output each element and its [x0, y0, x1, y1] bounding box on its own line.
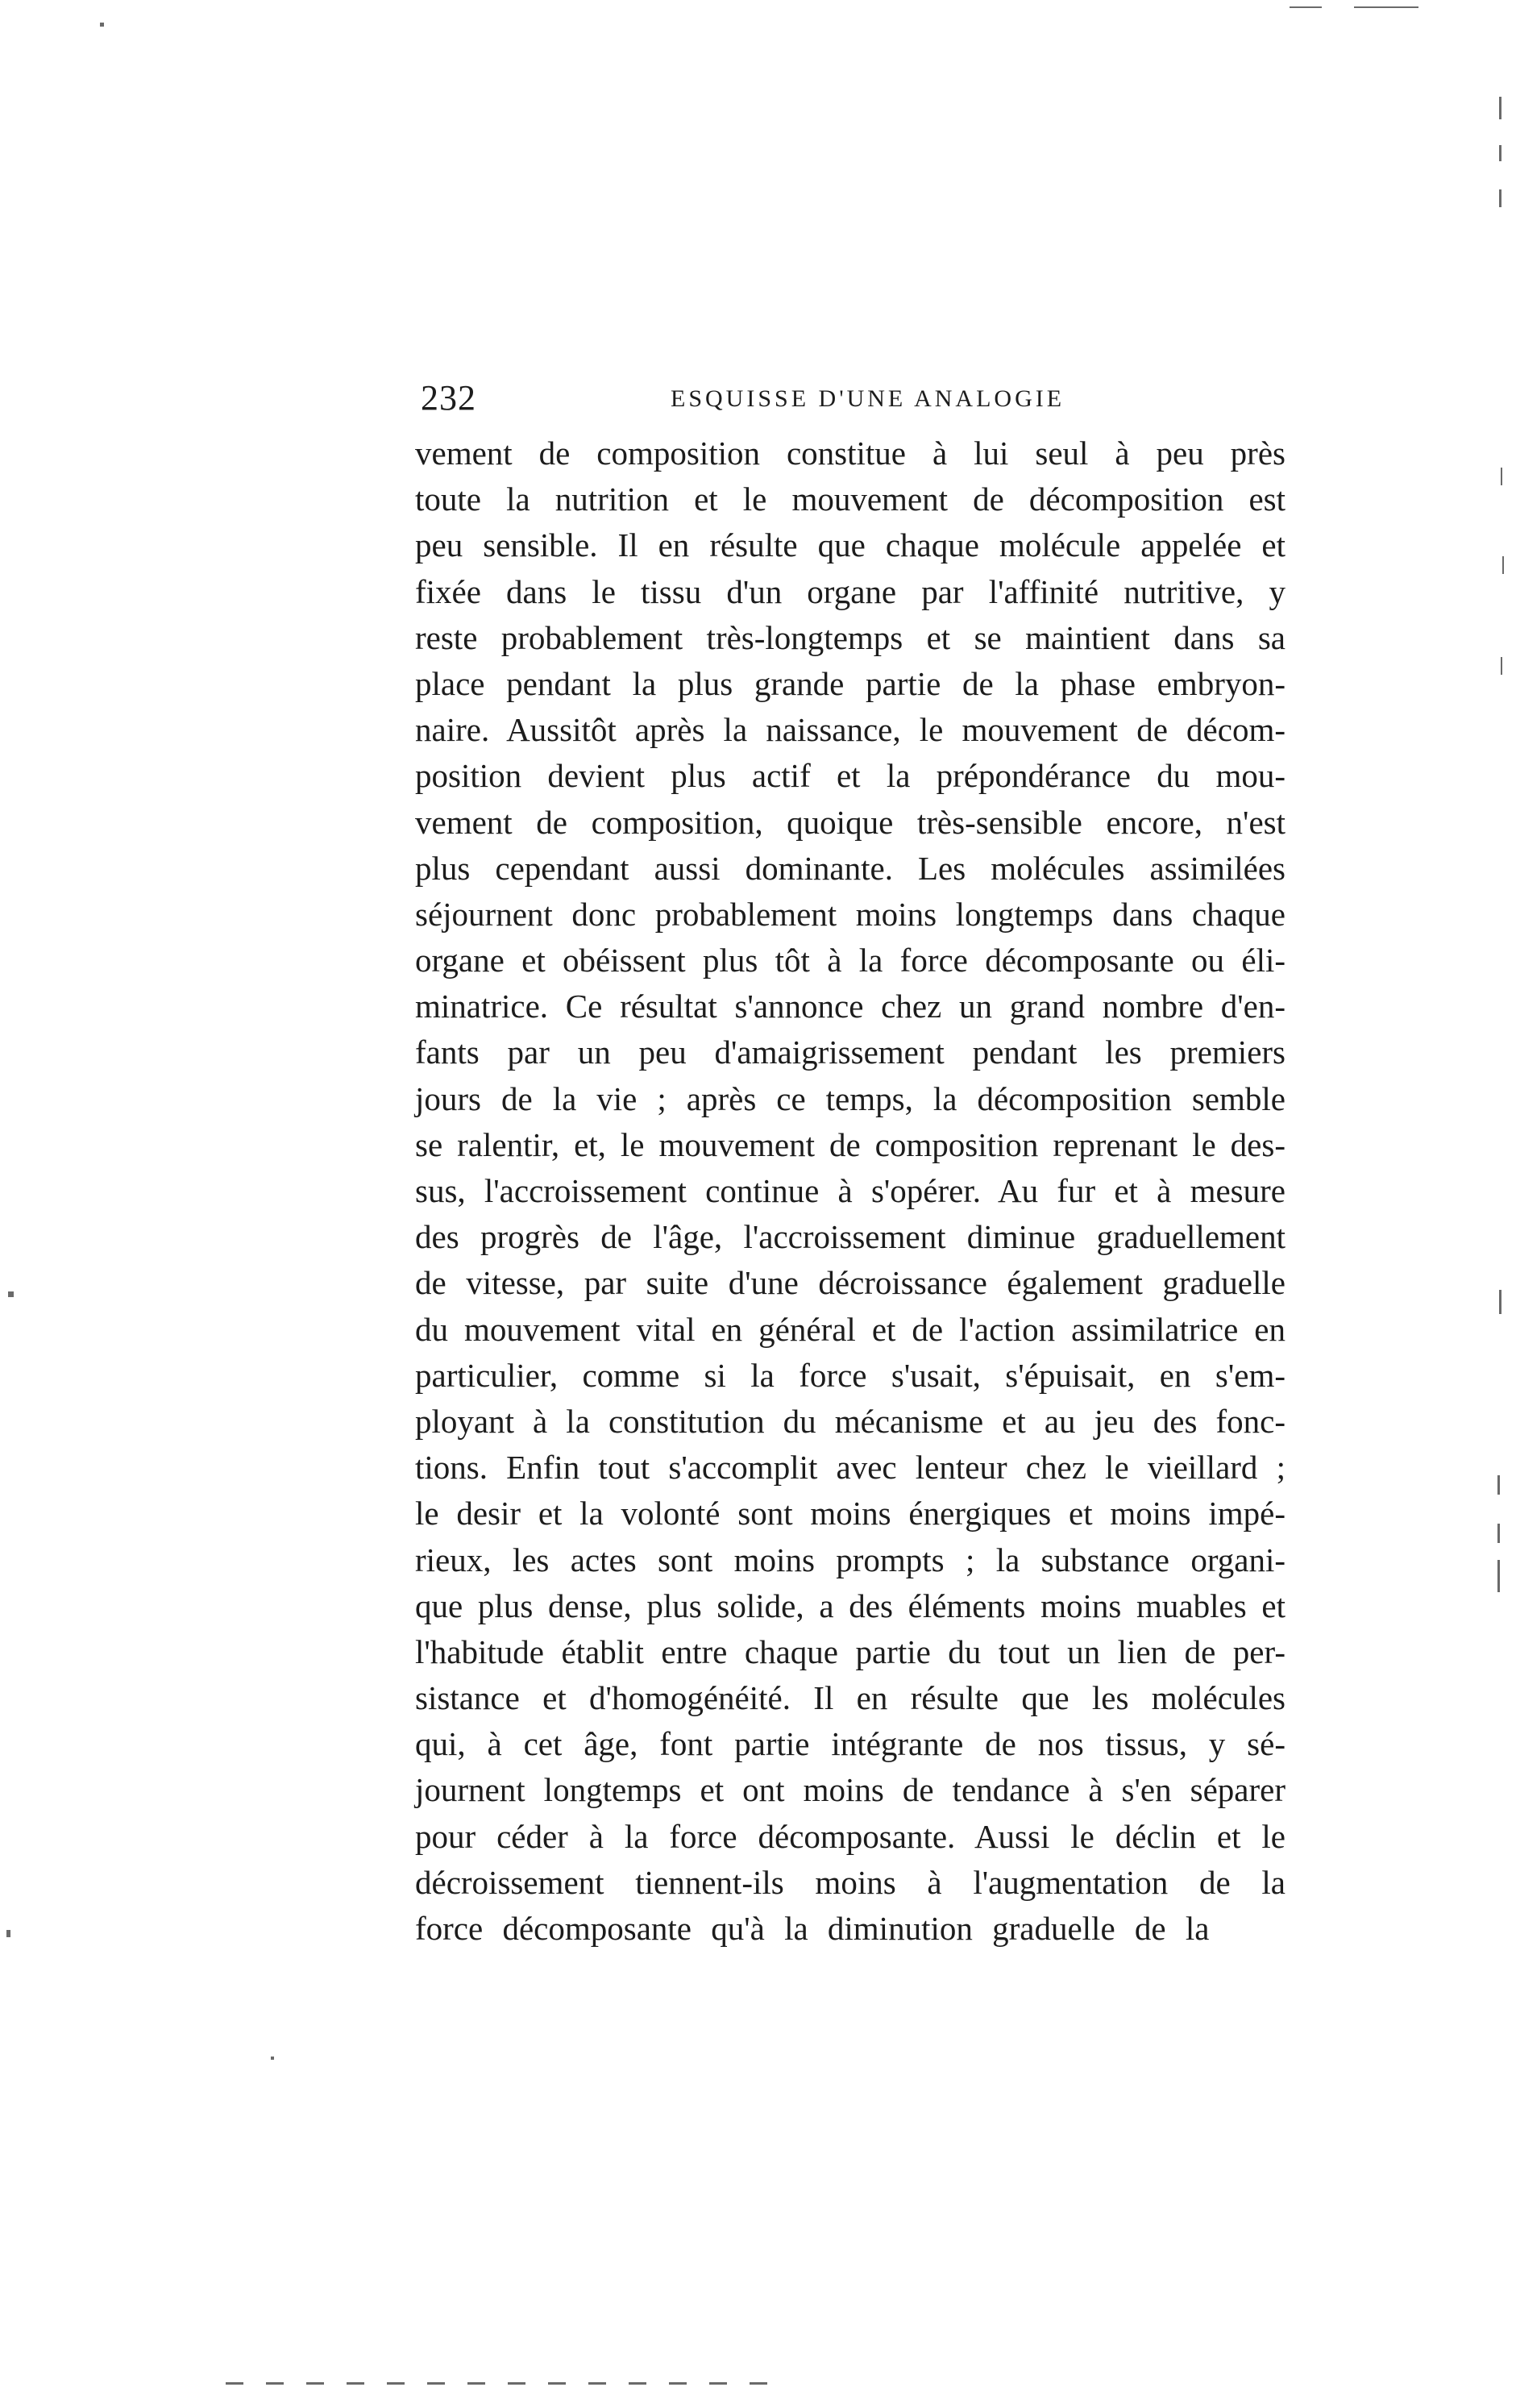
text-line: que plus dense, plus solide, a des éléments moins muables et	[415, 1587, 1285, 1624]
scan-speck	[709, 2382, 727, 2385]
text-line: plus cependant aussi dominante. Les molécules assimilées	[415, 849, 1285, 887]
scan-speck	[1497, 1560, 1500, 1592]
scan-speck	[588, 2382, 606, 2385]
text-line: fixée dans le tissu d'un organe par l'affinité nutritive, y	[415, 572, 1285, 610]
scan-speck	[1497, 1475, 1500, 1495]
scan-speck	[1290, 6, 1322, 8]
text-line: le desir et la volonté sont moins énergiques et moins impé-	[415, 1495, 1285, 1533]
scan-speck	[669, 2382, 687, 2385]
text-line: se ralentir, et, le mouvement de composition reprenant le des-	[415, 1125, 1285, 1163]
scan-speck	[629, 2382, 646, 2385]
scan-speck	[1497, 1524, 1500, 1543]
text-line: sus, l'accroissement continue à s'opérer. Au fur et à mesure	[415, 1172, 1285, 1209]
scan-speck	[271, 2057, 274, 2060]
scan-speck	[387, 2382, 405, 2385]
text-line: minatrice. Ce résultat s'annonce chez un grand nombre d'en-	[415, 988, 1285, 1025]
scan-speck	[1499, 97, 1501, 119]
scan-speck	[427, 2382, 445, 2385]
scan-speck	[1502, 556, 1504, 574]
text-line: sistance et d'homogénéité. Il en résulte que les molécules	[415, 1679, 1285, 1717]
text-line: rieux, les actes sont moins prompts ; la substance organi-	[415, 1541, 1285, 1578]
text-line: pour céder à la force décomposante. Aussi le déclin et le	[415, 1817, 1285, 1855]
text-line: qui, à cet âge, font partie intégrante de nos tissus, y sé-	[415, 1725, 1285, 1763]
text-line: des progrès de l'âge, l'accroissement diminue graduellement	[415, 1218, 1285, 1256]
text-line: décroissement tiennent-ils moins à l'augmentation de la	[415, 1863, 1285, 1901]
running-head: ESQUISSE D'UNE ANALOGIE	[671, 385, 1065, 412]
scan-speck	[226, 2382, 243, 2385]
scan-speck	[508, 2382, 525, 2385]
scan-speck	[548, 2382, 566, 2385]
scan-speck	[8, 1291, 14, 1297]
scan-speck	[347, 2382, 364, 2385]
text-line: toute la nutrition et le mouvement de décomposition est	[415, 480, 1285, 518]
text-line: reste probablement très-longtemps et se maintient dans sa	[415, 618, 1285, 656]
body-text	[415, 430, 1285, 1952]
text-line: fants par un peu d'amaigrissement pendant les premiers	[415, 1033, 1285, 1071]
scan-speck	[1499, 189, 1501, 207]
text-line: tions. Enfin tout s'accomplit avec lenteur chez le vieillard ;	[415, 1449, 1285, 1487]
scan-speck	[1499, 1290, 1501, 1314]
text-line: vement de composition, quoique très-sensible encore, n'est	[415, 803, 1285, 841]
scan-speck	[1354, 6, 1418, 8]
scan-speck	[1499, 145, 1501, 161]
scan-speck	[1501, 657, 1502, 675]
scan-speck	[100, 23, 104, 27]
scan-speck	[266, 2382, 284, 2385]
text-line: place pendant la plus grande partie de la phase embryon-	[415, 664, 1285, 702]
text-line: journent longtemps et ont moins de tendance à s'en séparer	[415, 1771, 1285, 1809]
scan-speck	[6, 1930, 10, 1937]
page-number: 232	[421, 378, 476, 418]
text-line: séjournent donc probablement moins longtemps dans chaque	[415, 895, 1285, 933]
text-line: l'habitude établit entre chaque partie du tout un lien de per-	[415, 1632, 1285, 1670]
text-line: jours de la vie ; après ce temps, la décomposition semble	[415, 1079, 1285, 1117]
text-line: particulier, comme si la force s'usait, s'épuisait, en s'em-	[415, 1356, 1285, 1394]
text-line: vement de composition constitue à lui seul à peu près	[415, 435, 1285, 472]
text-line: de vitesse, par suite d'une décroissance également graduelle	[415, 1264, 1285, 1302]
text-line: organe et obéissent plus tôt à la force décomposante ou éli-	[415, 942, 1285, 979]
text-line: ployant à la constitution du mécanisme et au jeu des fonc-	[415, 1402, 1285, 1440]
text-line: du mouvement vital en général et de l'action assimilatrice en	[415, 1310, 1285, 1348]
scan-speck	[750, 2382, 767, 2385]
text-line: naire. Aussitôt après la naissance, le mouvement de décom-	[415, 711, 1285, 749]
text-line: peu sensible. Il en résulte que chaque molécule appelée et	[415, 526, 1285, 564]
scan-speck	[467, 2382, 485, 2385]
scan-speck	[306, 2382, 324, 2385]
scan-speck	[1501, 468, 1502, 485]
text-line: position devient plus actif et la prépondérance du mou-	[415, 757, 1285, 795]
page-header	[421, 377, 1291, 422]
text-line: force décomposante qu'à la diminution graduelle de la	[415, 1910, 1210, 1947]
